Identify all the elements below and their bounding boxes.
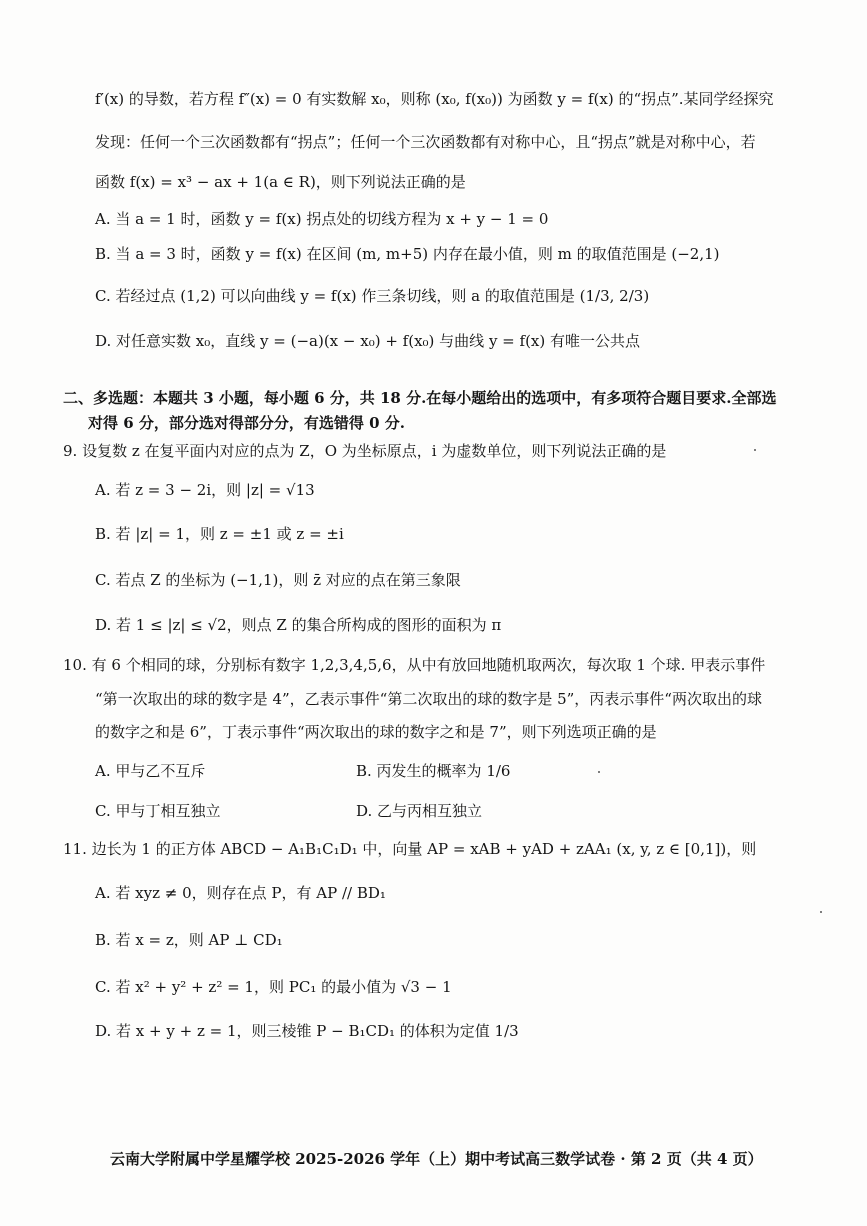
section-2-scoring: 对得 6 分，部分选对得部分分，有选错得 0 分.	[88, 414, 405, 432]
scan-speck	[598, 771, 600, 773]
q11-option-b: B. 若 x = z，则 AP ⊥ CD₁	[95, 931, 283, 949]
section-2-heading: 二、多选题：本题共 3 小题，每小题 6 分，共 18 分.在每小题给出的选项中，有多项符合题目要求.全部选	[63, 389, 777, 407]
q8-option-d: D. 对任意实数 x₀，直线 y = (−a)(x − x₀) + f(x₀) 与曲线 y = f(x) 有唯一公共点	[95, 332, 641, 350]
q8-option-c: C. 若经过点 (1,2) 可以向曲线 y = f(x) 作三条切线，则 a 的取值范围是 (1/3, 2/3)	[95, 287, 650, 305]
intro-line-3: 函数 f(x) = x³ − ax + 1(a ∈ R)，则下列说法正确的是	[95, 173, 466, 191]
q9-option-b: B. 若 |z| = 1，则 z = ±1 或 z = ±i	[95, 525, 344, 543]
q9-stem: 9. 设复数 z 在复平面内对应的点为 Z，O 为坐标原点，i 为虚数单位，则下列说法正确的是	[63, 442, 667, 460]
q10-option-b: B. 丙发生的概率为 1/6	[356, 762, 511, 780]
q9-option-c: C. 若点 Z 的坐标为 (−1,1)，则 z̄ 对应的点在第三象限	[95, 571, 461, 589]
q10-option-d: D. 乙与丙相互独立	[356, 802, 483, 820]
intro-line-1: f′(x) 的导数，若方程 f″(x) = 0 有实数解 x₀，则称 (x₀, f(x₀)) 为函数 y = f(x) 的“拐点”.某同学经探究	[95, 90, 774, 108]
q10-line-2: “第一次取出的球的数字是 4”，乙表示事件“第二次取出的球的数字是 5”，丙表示事件“两次取出的球	[95, 690, 762, 708]
q11-option-a: A. 若 xyz ≠ 0，则存在点 P，有 AP // BD₁	[95, 884, 386, 902]
q10-option-a: A. 甲与乙不互斥	[95, 762, 206, 780]
q9-option-a: A. 若 z = 3 − 2i，则 |z| = √13	[95, 481, 315, 499]
q11-option-d: D. 若 x + y + z = 1，则三棱锥 P − B₁CD₁ 的体积为定值 1/3	[95, 1022, 519, 1040]
intro-line-2: 发现：任何一个三次函数都有“拐点”；任何一个三次函数都有对称中心，且“拐点”就是对称中心，若	[95, 133, 756, 151]
q9-option-d: D. 若 1 ≤ |z| ≤ √2，则点 Z 的集合所构成的图形的面积为 π	[95, 616, 502, 634]
page-footer: 云南大学附属中学星耀学校 2025-2026 学年（上）期中考试高三数学试卷 · 第 2 页（共 4 页）	[110, 1150, 763, 1168]
q11-stem: 11. 边长为 1 的正方体 ABCD − A₁B₁C₁D₁ 中，向量 AP = xAB + yAD + zAA₁ (x, y, z ∈ [0,1])，则	[63, 840, 757, 858]
scan-speck	[820, 911, 822, 913]
q10-line-1: 10. 有 6 个相同的球，分别标有数字 1,2,3,4,5,6，从中有放回地随机取两次，每次取 1 个球. 甲表示事件	[63, 656, 766, 674]
q10-line-3: 的数字之和是 6”，丁表示事件“两次取出的球的数字之和是 7”，则下列选项正确的是	[95, 723, 657, 741]
q10-option-c: C. 甲与丁相互独立	[95, 802, 221, 820]
q11-option-c: C. 若 x² + y² + z² = 1，则 PC₁ 的最小值为 √3 − 1	[95, 978, 452, 996]
scan-speck	[754, 449, 756, 451]
q8-option-b: B. 当 a = 3 时，函数 y = f(x) 在区间 (m, m+5) 内存在最小值，则 m 的取值范围是 (−2,1)	[95, 245, 720, 263]
q8-option-a: A. 当 a = 1 时，函数 y = f(x) 拐点处的切线方程为 x + y − 1 = 0	[95, 210, 549, 228]
